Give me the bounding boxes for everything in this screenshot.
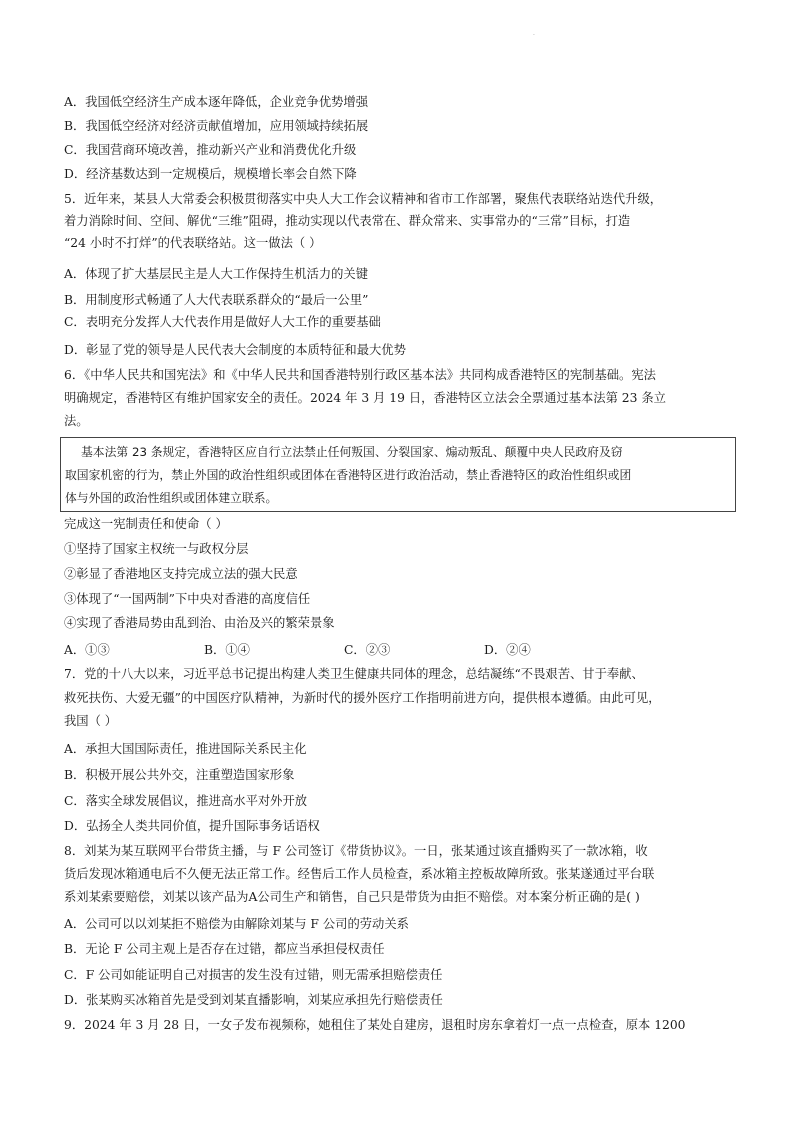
q6-item-2: ②彰显了香港地区支持完成立法的强大民意	[64, 567, 298, 581]
q5-option-c: C．表明充分发挥人大代表作用是做好人大工作的重要基础	[64, 315, 381, 329]
q4-option-a: A．我国低空经济生产成本逐年降低，企业竞争优势增强	[64, 95, 369, 109]
q6-material-box	[60, 437, 736, 512]
q6-choices	[64, 640, 584, 656]
q8-option-d: D．张某购买冰箱首先是受到刘某直播影响，刘某应承担先行赔偿责任	[64, 993, 443, 1007]
q8-option-b: B．无论 F 公司主观上是否存在过错，都应当承担侵权责任	[64, 942, 385, 956]
q7-stem-line-1: 7．党的十八大以来，习近平总书记提出构建人类卫生健康共同体的理念，总结凝练“不畏艰苦、甘于奉献、	[64, 667, 644, 681]
q5-option-a: A．体现了扩大基层民主是人大工作保持生机活力的关键	[64, 267, 369, 281]
q6-choice-a: A．①③	[64, 643, 110, 657]
q7-option-a: A．承担大国国际责任，推进国际关系民主化	[64, 742, 307, 756]
q5-stem-line-1: 5．近年来，某县人大常委会积极贯彻落实中央人大工作会议精神和省市工作部署，聚焦代表联络站迭代升级，	[64, 192, 663, 206]
q6-stem-line-3: 法。	[64, 414, 89, 428]
q8-stem-line-1: 8．刘某为某互联网平台带货主播，与 F 公司签订《带货协议》。一日，张某通过该直播购买了一款冰箱，收	[64, 844, 648, 858]
q8-stem-line-2: 货后发现冰箱通电后不久便无法正常工作。经售后工作人员检查，系冰箱主控板故障所致。张某遂通过平台联	[64, 867, 655, 881]
q7-stem-line-3: 我国（ ）	[64, 714, 118, 728]
q5-option-d: D．彰显了党的领导是人民代表大会制度的本质特征和最大优势	[64, 343, 406, 357]
scan-dot: ·	[533, 32, 535, 39]
q6-choice-c: C．②③	[344, 643, 391, 657]
q7-option-c: C．落实全球发展倡议，推进高水平对外开放	[64, 794, 308, 808]
q6-question: 完成这一宪制责任和使命（ ）	[64, 517, 228, 531]
q7-option-d: D．弘扬全人类共同价值，提升国际事务话语权	[64, 819, 320, 833]
q6-stem-line-2: 明确规定，香港特区有维护国家安全的责任。2024 年 3 月 19 日，香港特区立法会全票通过基本法第 23 条立	[64, 391, 666, 405]
q9-stem-line-1: 9．2024 年 3 月 28 日，一女子发布视频称，她租住了某处自建房，退租时房东拿着灯一点一点检查，原本 1200	[64, 1018, 686, 1032]
q5-stem-line-3: “24 小时不打烊”的代表联络站。这一做法（ ）	[64, 236, 322, 250]
q7-stem-line-2: 救死扶伤、大爱无疆”的中国医疗队精神，为新时代的援外医疗工作指明前进方向，提供根本遵循。由此可见，	[64, 691, 661, 705]
q4-option-b: B．我国低空经济对经济贡献值增加，应用领域持续拓展	[64, 119, 369, 133]
q8-stem-line-3: 系刘某索要赔偿，刘某以该产品为A公司生产和销售，自己只是带货为由拒不赔偿。对本案分析正确的是( )	[64, 890, 640, 904]
q6-item-3: ③体现了“一国两制”下中央对香港的高度信任	[64, 592, 311, 606]
q6-box-line-2: 取国家机密的行为，禁止外国的政治性组织或团体在香港特区进行政治活动，禁止香港特区的政治性组织或团	[65, 468, 632, 482]
q7-option-b: B．积极开展公共外交，注重塑造国家形象	[64, 768, 295, 782]
q6-item-4: ④实现了香港局势由乱到治、由治及兴的繁荣景象	[64, 616, 335, 630]
q5-stem-line-2: 着力消除时间、空间、解优“三维”阻碍，推动实现以代表常在、群众常来、实事常办的“三常”目标，打造	[64, 214, 631, 228]
q6-item-1: ①坚持了国家主权统一与政权分层	[64, 542, 249, 556]
q6-choice-d: D．②④	[484, 643, 531, 657]
q6-box-line-3: 体与外国的政治性组织或团体建立联系。	[65, 491, 278, 505]
q5-option-b: B．用制度形式畅通了人大代表联系群众的“最后一公里”	[64, 293, 369, 307]
q8-option-c: C．F 公司如能证明自己对损害的发生没有过错，则无需承担赔偿责任	[64, 968, 443, 982]
q6-choice-b: B．①④	[204, 643, 250, 657]
q6-box-line-1: 基本法第 23 条规定，香港特区应自行立法禁止任何叛国、分裂国家、煽动叛乱、颠覆中央人民政府及窃	[81, 445, 623, 459]
q6-stem-line-1: 6．《中华人民共和国宪法》和《中华人民共和国香港特别行政区基本法》共同构成香港特区的宪制基础。宪法	[64, 368, 656, 382]
q8-option-a: A．公司可以以刘某拒不赔偿为由解除刘某与 F 公司的劳动关系	[64, 917, 409, 931]
q4-option-d: D．经济基数达到一定规模后，规模增长率会自然下降	[64, 167, 357, 181]
q4-option-c: C．我国营商环境改善，推动新兴产业和消费优化升级	[64, 143, 357, 157]
